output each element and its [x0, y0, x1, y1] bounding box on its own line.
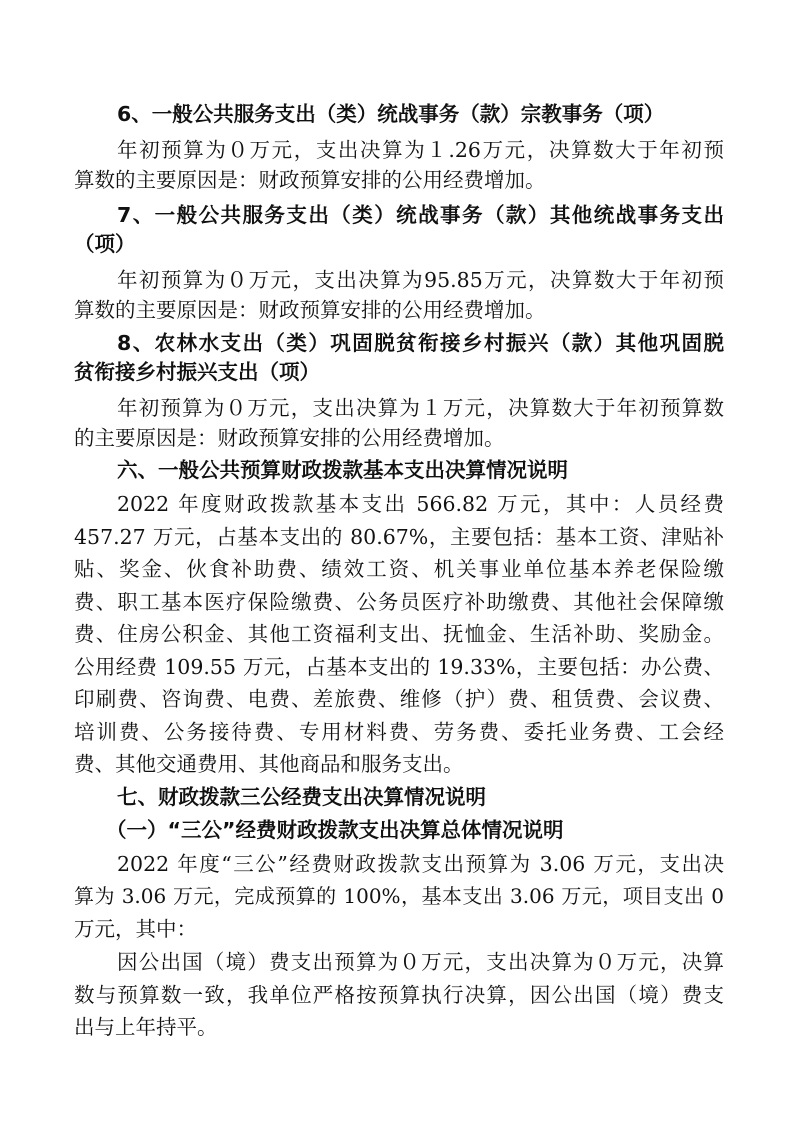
section-6-line-3: 贴、奖金、伙食补助费、绩效工资、机关事业单位基本养老保险缴 — [74, 557, 724, 581]
item-6-body-line-1: 年初预算为０万元，支出决算为１.26万元，决算数大于年初预 — [117, 138, 724, 162]
section-7-title: 七、财政拨款三公经费支出决算情况说明 — [117, 785, 486, 809]
section-7-para1-line-3: 万元，其中： — [74, 917, 197, 941]
item-6-heading: 6、一般公共服务支出（类）统战事务（款）宗教事务（项） — [117, 102, 665, 126]
section-6-line-1: 2022 年度财政拨款基本支出 566.82 万元，其中：人员经费 — [117, 492, 724, 516]
section-6-line-5: 费、住房公积金、其他工资福利支出、抚恤金、生活补助、奖励金。 — [74, 622, 724, 646]
item-7-heading-line-1: 7、一般公共服务支出（类）统战事务（款）其他统战事务支出 — [117, 203, 724, 227]
item-7-body-line-1: 年初预算为０万元，支出决算为95.85万元，决算数大于年初预 — [117, 268, 724, 292]
section-7-para2-line-3: 出与上年持平。 — [74, 1015, 218, 1039]
section-6-line-2: 457.27 万元，占基本支出的 80.67%，主要包括：基本工资、津贴补 — [74, 525, 724, 549]
section-6-line-4: 费、职工基本医疗保险缴费、公务员医疗补助缴费、其他社会保障缴 — [74, 590, 724, 614]
section-7-subtitle: （一）“三公”经费财政拨款支出决算总体情况说明 — [106, 818, 564, 842]
section-6-line-9: 费、其他交通费用、其他商品和服务支出。 — [74, 752, 464, 776]
item-7-body-line-2: 算数的主要原因是：财政预算安排的公用经费增加。 — [74, 298, 546, 322]
item-6-body-line-2: 算数的主要原因是：财政预算安排的公用经费增加。 — [74, 168, 546, 192]
item-8-heading-line-1: 8、农林水支出（类）巩固脱贫衔接乡村振兴（款）其他巩固脱 — [117, 331, 724, 355]
section-7-para2-line-1: 因公出国（境）费支出预算为０万元，支出决算为０万元，决算 — [117, 950, 724, 974]
section-7-para1-line-1: 2022 年度“三公”经费财政拨款支出预算为 3.06 万元，支出决 — [117, 852, 724, 876]
section-7-para1-line-2: 算为 3.06 万元，完成预算的 100%，基本支出 3.06 万元，项目支出 0 — [74, 884, 724, 908]
section-6-line-8: 培训费、公务接待费、专用材料费、劳务费、委托业务费、工会经 — [74, 720, 724, 744]
item-8-body-line-2: 的主要原因是：财政预算安排的公用经费增加。 — [74, 426, 505, 450]
item-8-body-line-1: 年初预算为０万元，支出决算为１万元，决算数大于年初预算数 — [117, 396, 724, 420]
section-7-para2-line-2: 数与预算数一致，我单位严格按预算执行决算，因公出国（境）费支 — [74, 983, 724, 1007]
section-6-line-7: 印刷费、咨询费、电费、差旅费、维修（护）费、租赁费、会议费、 — [74, 687, 724, 711]
section-6-title: 六、一般公共预算财政拨款基本支出决算情况说明 — [117, 458, 568, 482]
item-7-heading-line-2: （项） — [74, 232, 136, 256]
section-6-line-6: 公用经费 109.55 万元，占基本支出的 19.33%，主要包括：办公费、 — [74, 655, 724, 679]
item-8-heading-line-2: 贫衔接乡村振兴支出（项） — [74, 360, 320, 384]
